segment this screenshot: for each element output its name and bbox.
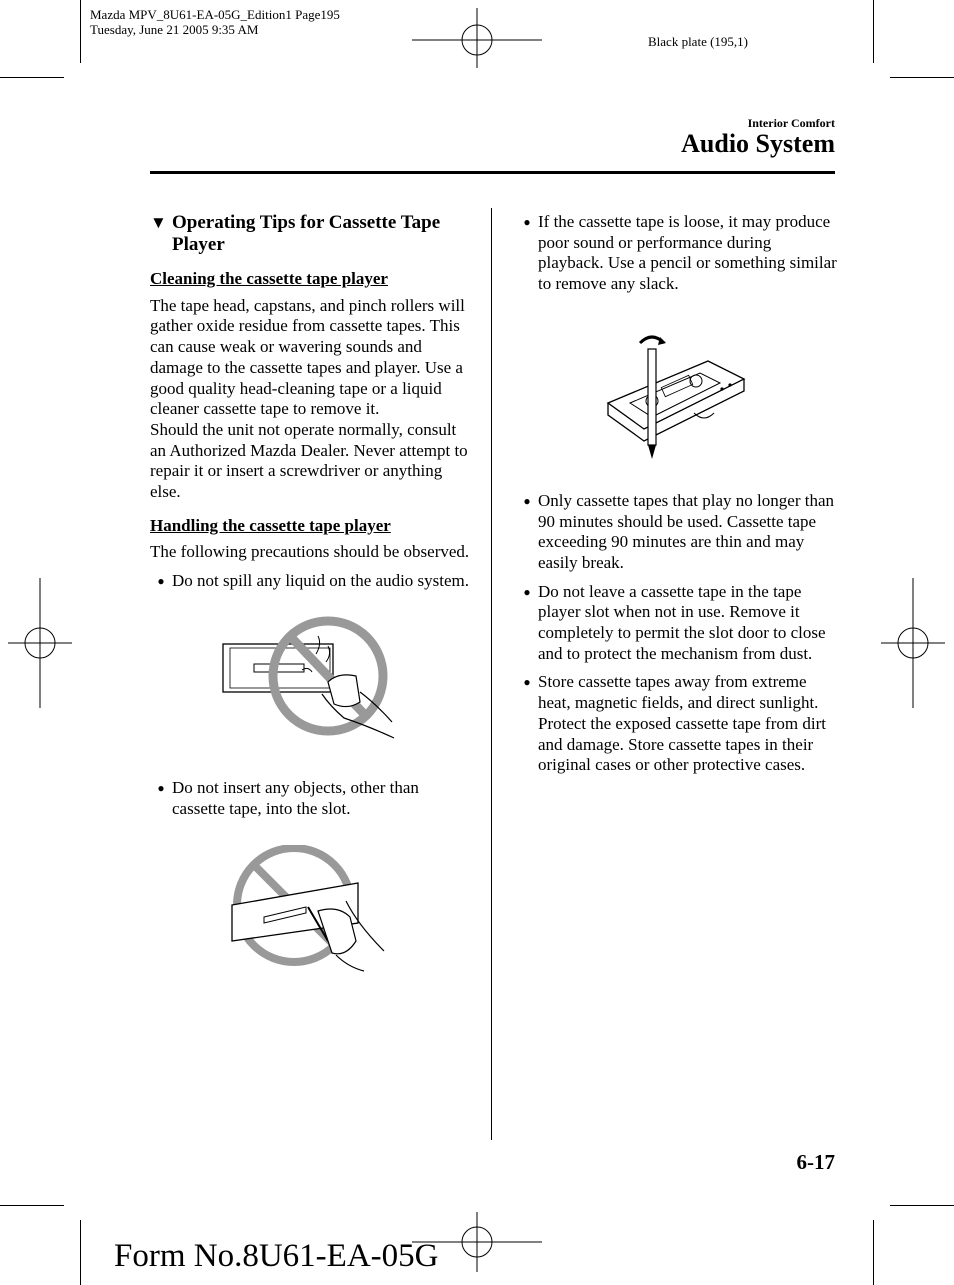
header-rule	[150, 171, 835, 174]
paragraph-precautions: The following precautions should be observed.	[150, 542, 470, 562]
subheading-handling: Handling the cassette tape player	[150, 515, 391, 535]
bullet-icon: ●	[523, 675, 531, 690]
section-label: Interior Comfort	[747, 116, 835, 130]
list-item	[516, 672, 838, 776]
bullet-icon: ●	[523, 493, 531, 508]
subheading-cleaning: Cleaning the cassette tape player	[150, 269, 388, 288]
form-number: Form No.8U61-EA-05G	[114, 1238, 439, 1274]
triangle-marker-icon: ▼	[150, 213, 167, 232]
paragraph-dealer: Should the unit not operate normally, consult an Authorized Mazda Dealer. Never attempt to repair it or insert a screwdriver or anything else.	[150, 419, 468, 502]
left-column	[150, 212, 470, 975]
list-item-text: Do not leave a cassette tape in the tape player slot when not in use. Remove it completely to permit the slot door to close and to protect the mechanism from dust.	[538, 581, 826, 663]
registration-mark-right	[881, 578, 945, 708]
column-divider	[491, 208, 492, 1140]
list-item	[516, 582, 838, 665]
bullet-icon: ●	[157, 780, 165, 795]
registration-mark-top	[412, 8, 542, 68]
no-liquid-illustration	[218, 614, 398, 754]
list-item-text: Do not spill any liquid on the audio system.	[172, 571, 470, 591]
list-item	[150, 571, 470, 592]
print-file-line: Mazda MPV_8U61-EA-05G_Edition1 Page195	[90, 7, 340, 22]
registration-mark-left	[8, 578, 72, 708]
section-title: Audio System	[681, 129, 835, 158]
paragraph-cleaning: The tape head, capstans, and pinch rollers will gather oxide residue from cassette tapes. This can cause weak or wavering sounds and damage to the cassette tapes and player. Use a good quality head-cleaning tape or a liquid cleaner cassette tape to remove it.	[150, 295, 465, 419]
bullet-icon: ●	[157, 574, 165, 589]
list-item-text: Only cassette tapes that play no longer than 90 minutes should be used. Cassette tape exceeding 90 minutes are thin and may easily break.	[538, 490, 834, 572]
list-item	[516, 491, 838, 574]
list-item-text: If the cassette tape is loose, it may produce poor sound or performance during playback. Use a pencil or something similar to remove any slack.	[538, 212, 837, 294]
plate-label: Black plate (195,1)	[648, 34, 748, 49]
topic-heading-text: Operating Tips for Cassette Tape Player	[172, 212, 441, 255]
bullet-icon: ●	[523, 215, 531, 229]
list-item	[150, 778, 470, 819]
print-header	[90, 7, 340, 37]
list-item-text: Store cassette tapes away from extreme heat, magnetic fields, and direct sunlight. Protect the exposed cassette tape from dirt and damage. Store cassette tapes in their original cases or other protective cases.	[538, 672, 826, 775]
topic-heading	[150, 212, 470, 256]
page-number: 6-17	[796, 1150, 835, 1174]
no-objects-illustration	[228, 845, 388, 975]
list-item	[516, 212, 838, 295]
cassette-pencil-illustration	[604, 333, 748, 463]
bullet-icon: ●	[523, 584, 531, 599]
right-column	[516, 212, 838, 776]
print-date-line: Tuesday, June 21 2005 9:35 AM	[90, 22, 259, 37]
list-item-text: Do not insert any objects, other than cassette tape, into the slot.	[172, 777, 419, 818]
